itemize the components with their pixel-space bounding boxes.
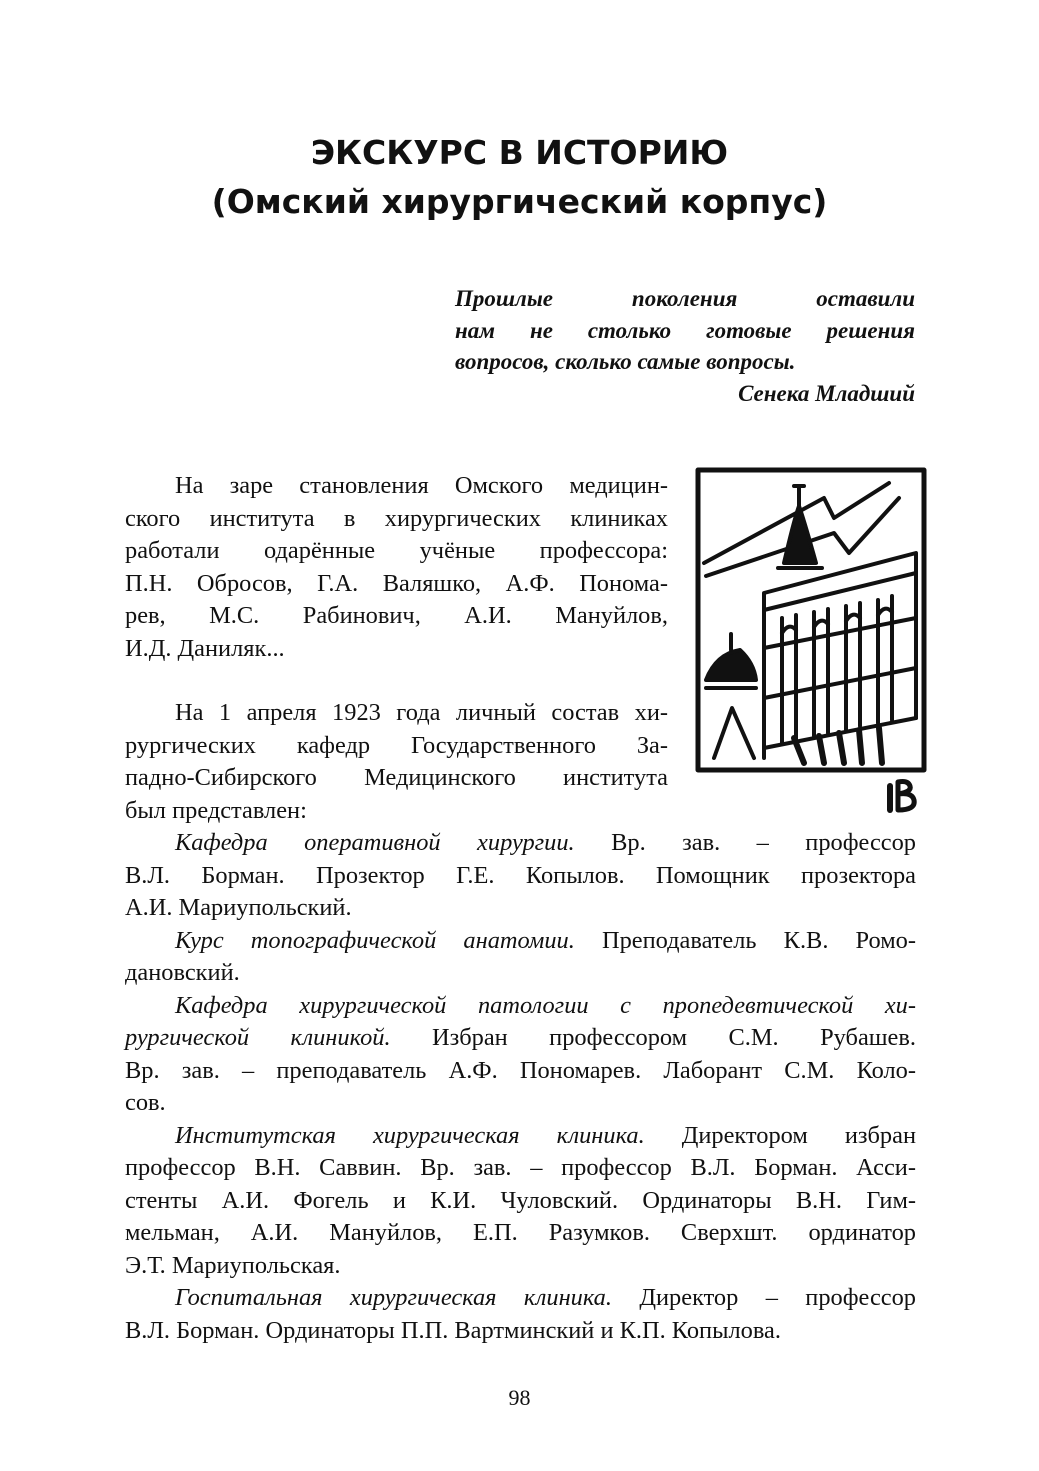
- department-line: [125, 1217, 916, 1250]
- department-line: [125, 1120, 916, 1153]
- department-line: [125, 990, 916, 1023]
- department-text: мельман, А.И. Мануйлов, Е.П. Разумков. Сверхшт. ординатор: [125, 1219, 916, 1246]
- department-line: [125, 1282, 916, 1315]
- department-line: [125, 925, 916, 958]
- department-line: [125, 957, 916, 990]
- department-text: Э.Т. Мариупольская.: [125, 1251, 341, 1279]
- department-name: Курс топографической анатомии.: [175, 926, 575, 954]
- title-line-1: ЭКСКУРС В ИСТОРИЮ: [310, 133, 729, 172]
- department-name: Институтская хирургическая клиника.: [175, 1121, 645, 1149]
- department-text: В.Л. Борман. Ординаторы П.П. Вартминский и К.П. Копылова.: [125, 1316, 781, 1344]
- text-line: рургических кафедр Государственного За-: [125, 731, 668, 759]
- department-text: дановский.: [125, 959, 240, 986]
- department-line: [125, 1087, 916, 1120]
- department-text: Директором избран: [644, 1121, 916, 1149]
- department-line: [125, 1185, 916, 1218]
- text-line: На заре становления Омского медицин-: [175, 472, 668, 499]
- page-number: 98: [508, 1385, 531, 1410]
- department-text: сов.: [125, 1089, 166, 1116]
- department-line: [125, 1152, 916, 1185]
- department-name: рургической клиникой.: [125, 1024, 391, 1051]
- department-line: [125, 1315, 916, 1348]
- text-line: рев, М.С. Рабинович, А.И. Мануйлов,: [125, 602, 668, 629]
- paragraph-staff-cont: [125, 730, 668, 828]
- department-name: Госпитальная хирургическая клиника.: [175, 1284, 612, 1311]
- department-text: В.Л. Борман. Прозектор Г.Е. Копылов. Помощник прозектора: [125, 861, 916, 889]
- paragraph-intro-cont: [125, 503, 668, 666]
- department-text: Вр. зав. – профессор: [574, 829, 916, 856]
- department-text: стенты А.И. Фогель и К.И. Чуловский. Ординаторы В.Н. Гим-: [125, 1186, 916, 1214]
- text-line: ского института в хирургических клиниках: [125, 504, 668, 532]
- department-name: Кафедра оперативной хирургии.: [175, 829, 575, 856]
- text-line: П.Н. Обросов, Г.А. Валяшко, А.Ф. Понома-: [125, 569, 668, 597]
- department-name: Кафедра хирургической патологии с пропедевтической хи-: [175, 991, 916, 1019]
- epigraph-line: нам не столько готовые решения: [455, 317, 915, 343]
- department-line: [125, 827, 916, 860]
- department-text: Директор – профессор: [611, 1284, 916, 1311]
- paragraph-intro: [125, 470, 668, 503]
- epigraph-line: вопросов, сколько самые вопросы.: [455, 349, 796, 374]
- text-line: работали одарённые учёные профессора:: [125, 537, 668, 564]
- text-line: был представлен:: [125, 796, 307, 824]
- departments-list: [125, 827, 916, 1347]
- department-line: [125, 892, 916, 925]
- building-illustration: [684, 458, 940, 820]
- department-line: [125, 860, 916, 893]
- department-text: профессор В.Н. Саввин. Вр. зав. – профессор В.Л. Борман. Асси-: [125, 1154, 916, 1181]
- epigraph-line: Прошлые поколения оставили: [455, 286, 915, 311]
- title-line-2: (Омский хирургический корпус): [211, 182, 828, 221]
- department-text: Избран профессором С.М. Рубашев.: [390, 1024, 916, 1051]
- department-text: Преподаватель К.В. Ромо-: [574, 926, 916, 954]
- epigraph: [455, 283, 915, 409]
- text-line: И.Д. Даниляк...: [125, 634, 285, 662]
- department-text: Вр. зав. – преподаватель А.Ф. Пономарев. Лаборант С.М. Коло-: [125, 1056, 916, 1084]
- epigraph-author: Сенека Младший: [738, 380, 915, 406]
- department-line: [125, 1250, 916, 1283]
- text-line: На 1 апреля 1923 года личный состав хи-: [175, 699, 668, 726]
- department-line: [125, 1055, 916, 1088]
- paragraph-staff: [125, 697, 668, 730]
- department-line: [125, 1022, 916, 1055]
- text-line: падно-Сибирского Медицинского института: [125, 764, 668, 791]
- department-text: А.И. Мариупольский.: [125, 894, 352, 921]
- page-title: [0, 128, 1039, 226]
